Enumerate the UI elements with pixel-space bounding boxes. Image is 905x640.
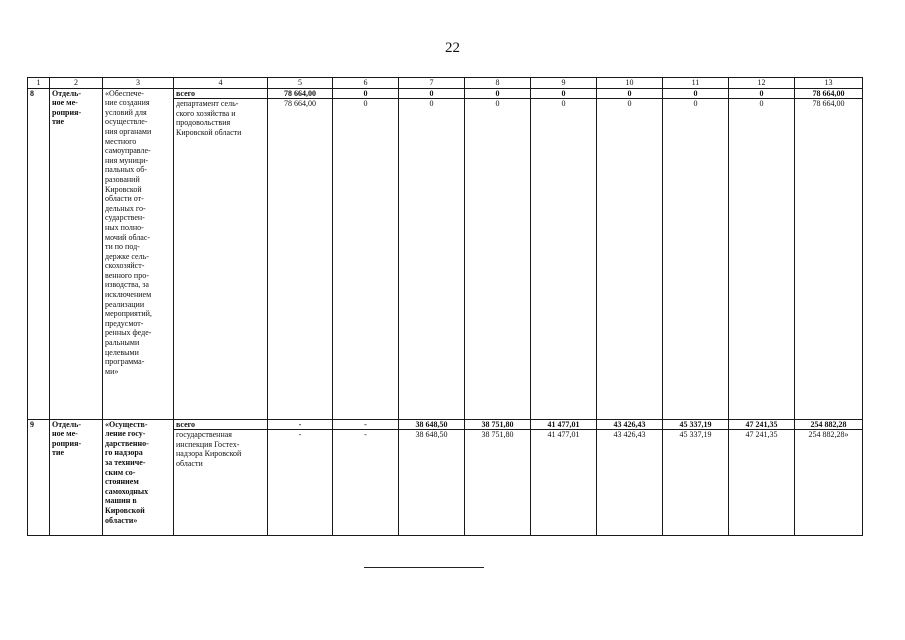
column-number: 11 <box>663 78 729 89</box>
executor-value: 0 <box>333 99 399 419</box>
executor-value: 0 <box>399 99 465 419</box>
total-value: 0 <box>729 88 795 99</box>
executor-value: - <box>268 430 333 535</box>
measure-type: Отдель- ное ме- роприя- тие <box>50 88 103 419</box>
measure-type: Отдель- ное ме- роприя- тие <box>50 419 103 535</box>
measure-name: «Обеспече- ние создания условий для осуществле- ния органами местного самоуправле- ния муници- пальных об- разований Кировской области от- дельных го- сударствен- ных полно- мочий облас- ти по под- держке сель- скохозяйст- венного про- изводства, за исключением реализации мероприятий, предусмот- ренных феде- ральными целевыми программа- ми» <box>103 88 174 419</box>
executor-value: 78 664,00 <box>795 99 863 419</box>
executor-value: 0 <box>465 99 531 419</box>
executor-value: 47 241,35 <box>729 430 795 535</box>
total-value: 0 <box>399 88 465 99</box>
column-number: 12 <box>729 78 795 89</box>
column-number: 5 <box>268 78 333 89</box>
column-number: 2 <box>50 78 103 89</box>
executor-value: - <box>333 430 399 535</box>
total-value: 0 <box>333 88 399 99</box>
column-number: 7 <box>399 78 465 89</box>
executor-value: 0 <box>729 99 795 419</box>
executor-value: 0 <box>663 99 729 419</box>
column-number: 8 <box>465 78 531 89</box>
total-value: 0 <box>597 88 663 99</box>
column-number: 6 <box>333 78 399 89</box>
total-value: - <box>333 419 399 430</box>
total-value: 47 241,35 <box>729 419 795 430</box>
table-row <box>28 419 863 430</box>
executor-value: 0 <box>531 99 597 419</box>
total-value: - <box>268 419 333 430</box>
page-number: 22 <box>445 40 460 56</box>
row-number: 8 <box>28 88 50 419</box>
total-value: 78 664,00 <box>268 88 333 99</box>
executor-value: 43 426,43 <box>597 430 663 535</box>
total-value: 0 <box>465 88 531 99</box>
total-value: 38 648,50 <box>399 419 465 430</box>
executor-name: департамент сель- ского хозяйства и продовольствия Кировской области <box>174 99 268 419</box>
total-label: всего <box>174 419 268 430</box>
total-label: всего <box>174 88 268 99</box>
total-value: 0 <box>531 88 597 99</box>
executor-value: 0 <box>597 99 663 419</box>
table-row <box>28 88 863 99</box>
total-value: 41 477,01 <box>531 419 597 430</box>
budget-table <box>27 77 863 536</box>
total-value: 254 882,28 <box>795 419 863 430</box>
executor-value: 78 664,00 <box>268 99 333 419</box>
executor-value: 254 882,28» <box>795 430 863 535</box>
total-value: 78 664,00 <box>795 88 863 99</box>
executor-value: 45 337,19 <box>663 430 729 535</box>
measure-name: «Осуществ- ление госу- дарственно- го надзора за техниче- ским со- стоянием самоходных машин в Кировской области» <box>103 419 174 535</box>
total-value: 45 337,19 <box>663 419 729 430</box>
column-number: 13 <box>795 78 863 89</box>
row-number: 9 <box>28 419 50 535</box>
column-number: 3 <box>103 78 174 89</box>
total-value: 0 <box>663 88 729 99</box>
executor-value: 41 477,01 <box>531 430 597 535</box>
column-number: 9 <box>531 78 597 89</box>
executor-name: государственная инспекция Гостех- надзора Кировской области <box>174 430 268 535</box>
column-number-row <box>28 78 863 89</box>
column-number: 1 <box>28 78 50 89</box>
column-number: 4 <box>174 78 268 89</box>
footer-rule <box>364 567 484 568</box>
total-value: 38 751,80 <box>465 419 531 430</box>
executor-value: 38 751,80 <box>465 430 531 535</box>
column-number: 10 <box>597 78 663 89</box>
total-value: 43 426,43 <box>597 419 663 430</box>
executor-value: 38 648,50 <box>399 430 465 535</box>
